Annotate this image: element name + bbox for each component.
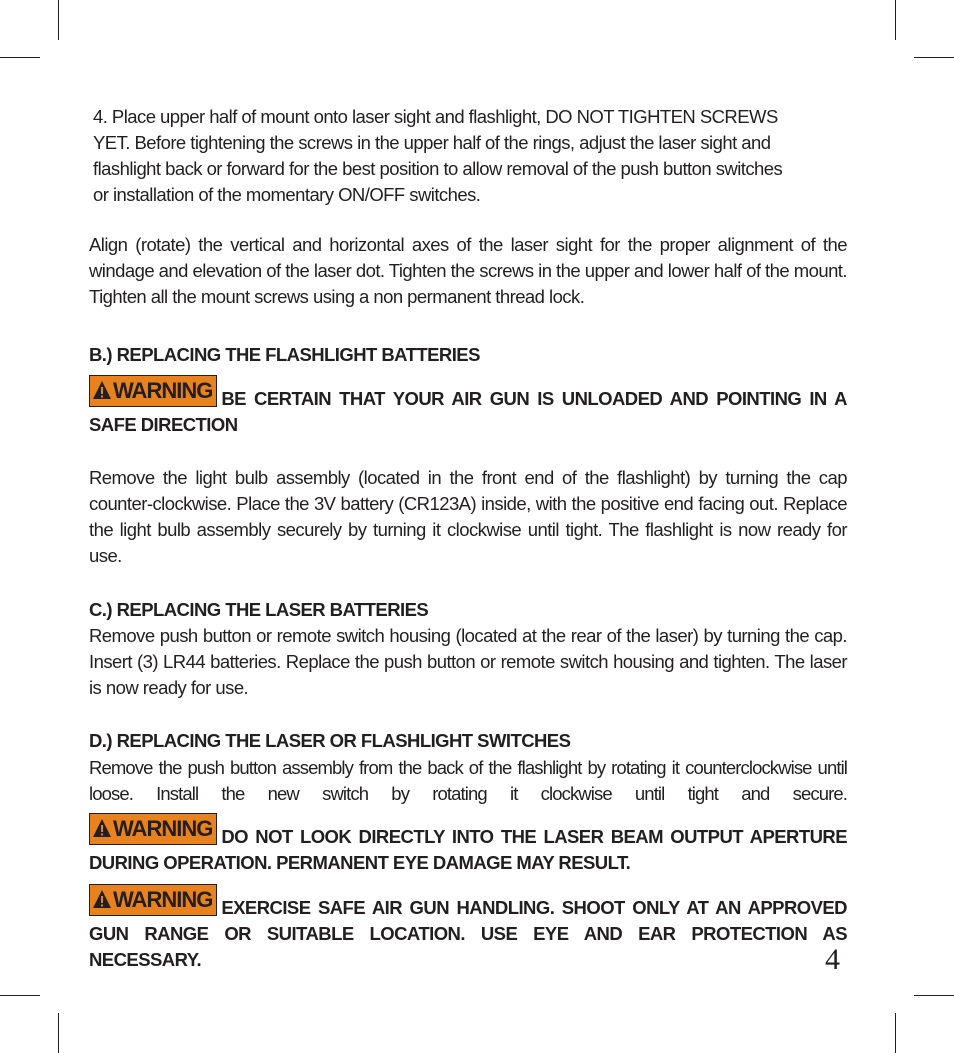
step-4-line: or installation of the momentary ON/OFF switches.: [93, 184, 481, 205]
warning-triangle-icon: [92, 818, 112, 838]
section-b-heading: B.) REPLACING THE FLASHLIGHT BATTERIES: [89, 344, 480, 365]
warning-notice-unloaded: [89, 378, 847, 438]
section-c-body: Remove push button or remote switch housing (located at the rear of the laser) by turning the cap. Insert (3) LR44 batteries. Replace the push button or remote switch housing and tighten. The laser is now ready for use.: [89, 625, 847, 698]
warning-text: BE CERTAIN THAT YOUR AIR GUN IS UNLOADED AND POINTING IN A SAFE DIRECTION: [89, 388, 847, 435]
warning-triangle-icon: [92, 380, 112, 400]
crop-mark: [0, 57, 40, 58]
section-b-body: Remove the light bulb assembly (located in the front end of the flashlight) by turning the cap counter-clockwise. Place the 3V battery (CR123A) inside, with the positive end facing out. Replace the light bulb assembly securely by turning it clockwise until tight. The flashlight is now ready for use.: [89, 467, 847, 566]
section-d-heading: D.) REPLACING THE LASER OR FLASHLIGHT SWITCHES: [89, 730, 571, 751]
section-c-heading: C.) REPLACING THE LASER BATTERIES: [89, 599, 429, 620]
crop-mark: [914, 57, 954, 58]
step-4-line: 4. Place upper half of mount onto laser sight and flashlight, DO NOT TIGHTEN SCREWS: [93, 106, 778, 127]
step-4: [93, 104, 847, 208]
page-number: 4: [825, 943, 840, 976]
crop-mark: [58, 1013, 59, 1053]
warning-notice-eye: [89, 816, 847, 876]
align-paragraph: Align (rotate) the vertical and horizontal axes of the laser sight for the proper alignment of the windage and elevation of the laser dot. Tighten the screws in the upper and lower half of the mount. Tighten all the mount screws using a non permanent thread lock.: [89, 234, 847, 307]
crop-mark: [895, 0, 896, 40]
warning-text: EXERCISE SAFE AIR GUN HANDLING. SHOOT ONLY AT AN APPROVED GUN RANGE OR SUITABLE LOCATION. USE EYE AND EAR PROTECTION AS NECESSARY.: [89, 897, 847, 970]
step-4-line: YET. Before tightening the screws in the upper half of the rings, adjust the laser sight and: [93, 132, 771, 153]
warning-label: WARNING: [113, 887, 213, 912]
step-4-line: flashlight back or forward for the best position to allow removal of the push button switches: [93, 158, 783, 179]
crop-mark: [0, 995, 40, 996]
crop-mark: [914, 995, 954, 996]
crop-mark: [58, 0, 59, 40]
crop-mark: [895, 1013, 896, 1053]
warning-label: WARNING: [113, 378, 213, 403]
warning-text: DO NOT LOOK DIRECTLY INTO THE LASER BEAM OUTPUT APERTURE DURING OPERATION. PERMANENT EYE DAMAGE MAY RESULT.: [89, 826, 847, 873]
warning-label: WARNING: [113, 816, 213, 841]
section-d-body: Remove the push button assembly from the back of the flashlight by rotating it counterclockwise until loose. Install the new switch by rotating it clockwise until tight and secure.: [89, 757, 847, 804]
warning-notice-handling: [89, 887, 847, 973]
warning-badge: [89, 813, 217, 845]
warning-badge: [89, 884, 217, 916]
warning-triangle-icon: [92, 889, 112, 909]
warning-badge: [89, 375, 217, 407]
